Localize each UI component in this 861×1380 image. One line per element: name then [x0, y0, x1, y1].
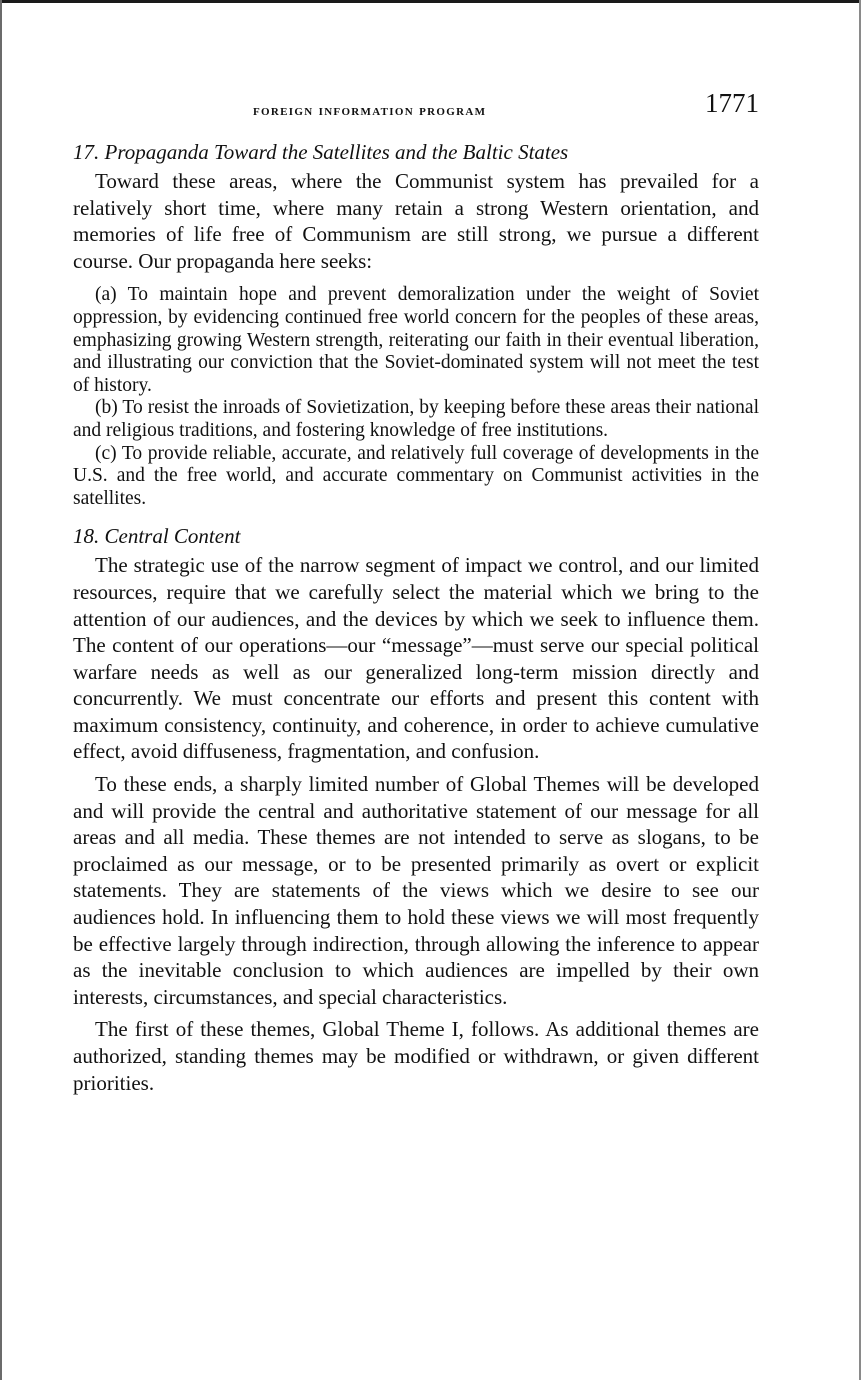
objective-item-a: (a) To maintain hope and prevent demoralization under the weight of Soviet oppression, by evidencing continued free world concern for the peoples of these areas, emphasizing growing Western strength, reiterating our faith in their eventual liberation, and illustrating our conviction that the Soviet-dominated system will not meet the test of history. [73, 284, 759, 396]
section-17 [73, 138, 759, 510]
document-page [73, 88, 759, 1102]
running-title: foreign information program [253, 102, 487, 119]
page-number: 1771 [705, 88, 759, 118]
objective-item-c: (c) To provide reliable, accurate, and relatively full coverage of developments in the U.S. and the free world, and accurate commentary on Communist activities in the satellites. [73, 442, 759, 509]
objectives-list [73, 284, 759, 510]
running-header [73, 88, 759, 130]
left-page-edge [0, 0, 2, 1380]
section-18 [73, 522, 759, 1096]
section-intro-paragraph: Toward these areas, where the Communist system has prevailed for a relatively short time, where many retain a strong Western orientation, and memories of life free of Communism are still strong, we pursue a different course. Our propaganda here seeks: [73, 169, 759, 273]
body-paragraph: To these ends, a sharply limited number of Global Themes will be developed and will provide the central and authoritative statement of our message for all areas and all media. These themes are not intended to serve as slogans, to be proclaimed as our message, or to be presented primarily as overt or explicit statements. They are statements of the views which we desire to see our audiences hold. In influencing them to hold these views we will most frequently be effective largely through indirection, through allowing the inference to appear as the inevitable conclusion to which audiences are impelled by their own interests, circumstances, and special characteristics. [73, 772, 759, 1009]
section-heading: 18. Central Content [73, 524, 241, 549]
objective-item-b: (b) To resist the inroads of Sovietization, by keeping before these areas their national and religious traditions, and fostering knowledge of free institutions. [73, 397, 759, 441]
body-paragraph: The first of these themes, Global Theme I, follows. As additional themes are authorized, standing themes may be modified or withdrawn, or given different priorities. [73, 1017, 759, 1095]
body-paragraph: The strategic use of the narrow segment of impact we control, and our limited resources, require that we carefully select the material which we bring to the attention of our audiences, and the devices by which we seek to influence them. The content of our operations—our “message”—must serve our special political warfare needs as well as our generalized long-term mission directly and concurrently. We must concentrate our efforts and present this content with maximum consistency, continuity, and coherence, in order to achieve cumulative effect, avoid diffuseness, fragmentation, and confusion. [73, 553, 759, 764]
section-heading: 17. Propaganda Toward the Satellites and the Baltic States [73, 140, 569, 164]
top-border-rule [0, 0, 861, 3]
